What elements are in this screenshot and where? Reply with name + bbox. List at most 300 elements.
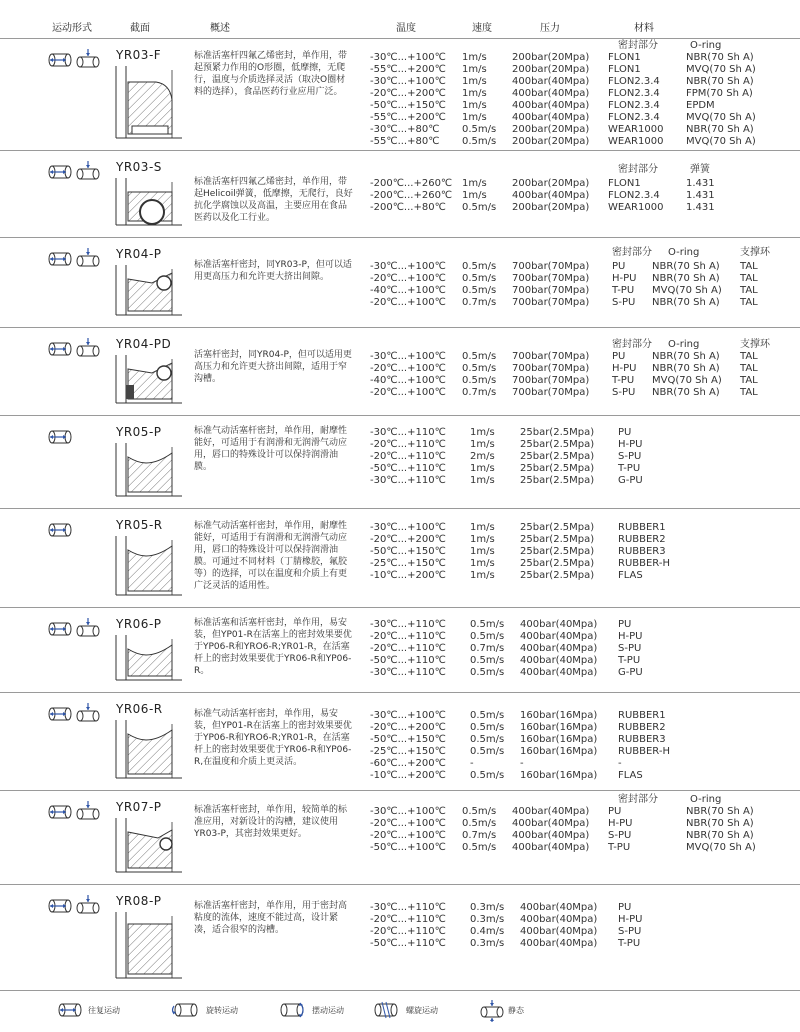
cell: S-PU	[618, 926, 642, 937]
pressure-column	[512, 351, 589, 399]
cell: 0.5m/s	[462, 273, 497, 284]
cell: FLAS	[618, 570, 643, 581]
cell: 0.7m/s	[462, 297, 497, 308]
product-code: YR04-PD	[116, 337, 172, 351]
motion-legend: 往复运动 旋转运动 摆动运动 螺旋运动 静态	[0, 998, 800, 1028]
cell: RUBBER-H	[618, 746, 670, 757]
cell: NBR(70 Sh A)	[652, 351, 720, 362]
cell: -30℃...+100℃	[370, 710, 446, 721]
temperature-column	[370, 427, 446, 487]
cell: -20℃...+100℃	[370, 273, 446, 284]
secondary-material-column	[652, 261, 722, 309]
cell: 0.5m/s	[462, 842, 497, 853]
cell: 0.5m/s	[462, 806, 497, 817]
material-subheader: O-ring	[668, 339, 700, 350]
material-subheader: O-ring	[668, 247, 700, 258]
cell: -20℃...+110℃	[370, 914, 446, 925]
cell: 200bar(20Mpa)	[512, 202, 590, 213]
cell: -30℃...+100℃	[370, 806, 446, 817]
cell: NBR(70 Sh A)	[686, 52, 754, 63]
cell: 700bar(70Mpa)	[512, 375, 590, 386]
cell: 400bar(40Mpa)	[512, 190, 590, 201]
cell: 1.431	[686, 190, 715, 201]
cell: -30℃...+80℃	[370, 124, 440, 135]
cell: S-PU	[618, 643, 642, 654]
header-motion: 运动形式	[52, 23, 92, 34]
cell: 400bar(40Mpa)	[520, 902, 598, 913]
cell: 400bar(40Mpa)	[520, 914, 598, 925]
cell: 160bar(16Mpa)	[520, 734, 598, 745]
cell: 0.5m/s	[462, 351, 497, 362]
temperature-column	[370, 52, 446, 148]
cell: 400bar(40Mpa)	[520, 631, 598, 642]
cell: 0.5m/s	[462, 136, 497, 147]
seal-cross-section-drawing	[112, 635, 184, 686]
cell: 700bar(70Mpa)	[512, 273, 590, 284]
cell: 400bar(40Mpa)	[520, 655, 598, 666]
cell: 0.5m/s	[462, 363, 497, 374]
motion-type-icons	[44, 160, 100, 180]
cross-section	[112, 635, 184, 686]
product-code: YR06-P	[116, 617, 162, 631]
seal-cross-section-drawing	[112, 443, 184, 502]
product-code: YR06-R	[116, 702, 163, 716]
table-row	[0, 38, 800, 150]
cell: 400bar(40Mpa)	[520, 619, 598, 630]
seal-cross-section-drawing	[112, 178, 184, 231]
seal-material-column	[612, 351, 636, 399]
cell: H-PU	[618, 631, 643, 642]
table-row	[0, 508, 800, 607]
cell: 0.5m/s	[462, 818, 497, 829]
temperature-column	[370, 806, 446, 854]
seal-cross-section-drawing	[112, 355, 184, 409]
cell: MVQ(70 Sh A)	[686, 842, 756, 853]
cell: -30℃...+110℃	[370, 619, 446, 630]
cell: TAL	[740, 285, 758, 296]
motion-type-icons	[44, 702, 100, 722]
cell: 2m/s	[470, 451, 495, 462]
cell: TAL	[740, 351, 758, 362]
cell: -200℃...+260℃	[370, 178, 453, 189]
cell: RUBBER2	[618, 534, 666, 545]
cell: -	[520, 758, 524, 769]
secondary-material-column	[686, 178, 715, 214]
seal-material-column	[618, 522, 670, 582]
cell: -	[618, 758, 622, 769]
cell: 160bar(16Mpa)	[520, 722, 598, 733]
cell: 700bar(70Mpa)	[512, 261, 590, 272]
cell: 400bar(40Mpa)	[520, 667, 598, 678]
table-row	[0, 327, 800, 415]
cell: 400bar(40Mpa)	[520, 938, 598, 949]
table-row	[0, 415, 800, 508]
cell: G-PU	[618, 667, 643, 678]
cell: 0.3m/s	[470, 938, 505, 949]
cell: 700bar(70Mpa)	[512, 387, 590, 398]
cell: S-PU	[612, 387, 636, 398]
product-code: YR03-S	[116, 160, 162, 174]
cell: TAL	[740, 273, 758, 284]
cell: H-PU	[612, 273, 637, 284]
cell: -50℃...+110℃	[370, 463, 446, 474]
cell: 0.5m/s	[470, 655, 505, 666]
cell: -25℃...+150℃	[370, 746, 446, 757]
cell: 400bar(40Mpa)	[512, 112, 590, 123]
cell: -30℃...+100℃	[370, 76, 446, 87]
cell: 400bar(40Mpa)	[512, 830, 590, 841]
cell: -50℃...+150℃	[370, 734, 446, 745]
cell: 25bar(2.5Mpa)	[520, 463, 595, 474]
cell: FLON1	[608, 178, 641, 189]
pressure-column	[512, 261, 589, 309]
cell: PU	[618, 427, 632, 438]
material-subheader: 支撑环	[740, 339, 770, 350]
seal-material-column	[608, 178, 663, 214]
cross-section	[112, 66, 184, 144]
motion-type-icons	[44, 518, 100, 538]
cell: FLON1	[608, 64, 641, 75]
cell: 0.5m/s	[462, 124, 497, 135]
cell: 25bar(2.5Mpa)	[520, 534, 595, 545]
cell: FLON2.3.4	[608, 88, 660, 99]
cell: FLAS	[618, 770, 643, 781]
cell: -50℃...+110℃	[370, 938, 446, 949]
cell: G-PU	[618, 475, 643, 486]
support-ring-column	[740, 351, 758, 399]
cell: S-PU	[612, 297, 636, 308]
cell: -50℃...+150℃	[370, 100, 446, 111]
cell: 200bar(20Mpa)	[512, 124, 590, 135]
cell: -	[470, 758, 474, 769]
material-subheader: 密封部分	[612, 247, 652, 258]
cell: 1m/s	[462, 100, 487, 111]
product-description: 标准活塞杆密封，单作用，较简单的标准应用，对新设计的沟槽，建议使用YR03-P，其密封效果更好。	[194, 805, 348, 839]
cell: -40℃...+100℃	[370, 375, 446, 386]
cell: 0.5m/s	[470, 734, 505, 745]
pressure-column	[512, 52, 589, 148]
cell: TAL	[740, 387, 758, 398]
cell: 1m/s	[470, 475, 495, 486]
cell: 700bar(70Mpa)	[512, 285, 590, 296]
cell: PU	[618, 902, 632, 913]
cell: -20℃...+110℃	[370, 926, 446, 937]
cell: T-PU	[618, 938, 641, 949]
cell: FLON1	[608, 52, 641, 63]
temperature-column	[370, 522, 446, 582]
seal-cross-section-drawing	[112, 720, 184, 784]
product-description: 标准气动活塞杆密封，单作用，耐摩性能好，可适用于有润滑和无润滑气动应用，唇口的特殊设计可以保持润滑油膜。可通过不同材料（丁腈橡胶，氟胶等）的选择，可以在温度和介质上有更广泛灵活的适用性。	[194, 521, 348, 591]
cell: 1m/s	[470, 558, 495, 569]
cell: 200bar(20Mpa)	[512, 136, 590, 147]
product-description: 标准气动活塞杆密封，单作用，耐摩性能好，可适用于有润滑和无润滑气动应用，唇口的特殊设计可以保持润滑油膜。	[194, 426, 348, 472]
cell: NBR(70 Sh A)	[686, 830, 754, 841]
cross-section	[112, 912, 184, 984]
product-description: 活塞杆密封，同YR04-P，但可以适用更高压力和允许更大挤出间隙，适用于窄沟槽。	[194, 350, 352, 384]
motion-type-icons	[44, 337, 100, 357]
cell: 0.3m/s	[470, 902, 505, 913]
cell: 0.7m/s	[462, 830, 497, 841]
seal-cross-section-drawing	[112, 536, 184, 601]
cell: 0.5m/s	[470, 770, 505, 781]
material-subheader: 密封部分	[612, 339, 652, 350]
cell: TAL	[740, 261, 758, 272]
cell: 700bar(70Mpa)	[512, 351, 590, 362]
cell: -50℃...+150℃	[370, 546, 446, 557]
product-code: YR05-P	[116, 425, 162, 439]
cell: 0.5m/s	[470, 746, 505, 757]
cross-section	[112, 443, 184, 502]
cell: RUBBER-H	[618, 558, 670, 569]
material-subheader: O-ring	[690, 794, 722, 805]
temperature-column	[370, 178, 452, 214]
pressure-column	[520, 522, 594, 582]
cell: 0.5m/s	[470, 619, 505, 630]
cell: NBR(70 Sh A)	[652, 273, 720, 284]
table-row	[0, 692, 800, 790]
speed-column	[470, 710, 504, 782]
secondary-material-column	[652, 351, 722, 399]
cell: -30℃...+100℃	[370, 261, 446, 272]
cell: 0.7m/s	[470, 643, 505, 654]
cell: -20℃...+200℃	[370, 88, 446, 99]
cell: -20℃...+100℃	[370, 830, 446, 841]
cell: NBR(70 Sh A)	[686, 806, 754, 817]
motion-type-icons	[44, 48, 100, 68]
seal-cross-section-drawing	[112, 818, 184, 878]
cell: S-PU	[608, 830, 632, 841]
cell: H-PU	[608, 818, 633, 829]
table-row	[0, 607, 800, 692]
cell: T-PU	[618, 655, 641, 666]
cell: NBR(70 Sh A)	[686, 124, 754, 135]
cell: WEAR1000	[608, 136, 664, 147]
cell: NBR(70 Sh A)	[652, 261, 720, 272]
motion-type-icons	[44, 247, 100, 267]
cell: 1m/s	[470, 570, 495, 581]
product-code: YR04-P	[116, 247, 162, 261]
speed-column	[470, 619, 504, 679]
cell: -55℃...+200℃	[370, 64, 446, 75]
cell: PU	[612, 351, 626, 362]
cell: 1m/s	[462, 190, 487, 201]
seal-material-column	[618, 619, 643, 679]
cell: -25℃...+150℃	[370, 558, 446, 569]
cell: -30℃...+100℃	[370, 522, 446, 533]
cell: -10℃...+200℃	[370, 770, 446, 781]
cell: T-PU	[618, 463, 641, 474]
cell: -40℃...+100℃	[370, 285, 446, 296]
cell: -50℃...+110℃	[370, 655, 446, 666]
cell: 1m/s	[470, 522, 495, 533]
cell: -10℃...+200℃	[370, 570, 446, 581]
header-speed: 速度	[472, 23, 492, 34]
cell: 1m/s	[470, 546, 495, 557]
cross-section	[112, 720, 184, 784]
secondary-material-column	[686, 806, 756, 854]
cell: H-PU	[618, 439, 643, 450]
cell: 160bar(16Mpa)	[520, 746, 598, 757]
cell: 0.5m/s	[462, 202, 497, 213]
speed-column	[462, 52, 496, 148]
cell: MVQ(70 Sh A)	[652, 375, 722, 386]
cell: 400bar(40Mpa)	[520, 643, 598, 654]
cell: FPM(70 Sh A)	[686, 88, 753, 99]
cell: WEAR1000	[608, 124, 664, 135]
cell: H-PU	[618, 914, 643, 925]
header-desc: 概述	[210, 23, 230, 34]
cell: -30℃...+100℃	[370, 351, 446, 362]
cell: MVQ(70 Sh A)	[686, 112, 756, 123]
material-subheader: 密封部分	[618, 164, 658, 175]
product-description: 标准活塞和活塞杆密封，单作用，易安装，但YP01-R在活塞上的密封效果要优于YP06-R和YRO6-R;YR01-R，在活塞杆上的密封效果要优于YR06-R和YP06-R。	[194, 618, 352, 676]
cell: TAL	[740, 363, 758, 374]
cell: FLON2.3.4	[608, 100, 660, 111]
cell: MVQ(70 Sh A)	[686, 136, 756, 147]
cell: 1m/s	[470, 427, 495, 438]
cell: 25bar(2.5Mpa)	[520, 546, 595, 557]
cell: -30℃...+110℃	[370, 475, 446, 486]
pressure-column	[520, 902, 597, 950]
cell: -20℃...+100℃	[370, 297, 446, 308]
cell: RUBBER2	[618, 722, 666, 733]
cross-section	[112, 178, 184, 231]
cell: -20℃...+110℃	[370, 631, 446, 642]
cell: 1.431	[686, 202, 715, 213]
temperature-column	[370, 710, 446, 782]
table-row	[0, 884, 800, 990]
cell: PU	[612, 261, 626, 272]
cell: 700bar(70Mpa)	[512, 363, 590, 374]
table-header	[0, 0, 800, 38]
pressure-column	[512, 806, 589, 854]
cell: 200bar(20Mpa)	[512, 178, 590, 189]
cell: NBR(70 Sh A)	[686, 76, 754, 87]
cell: 25bar(2.5Mpa)	[520, 451, 595, 462]
cell: -30℃...+110℃	[370, 427, 446, 438]
header-temp: 温度	[396, 23, 416, 34]
seal-material-column	[618, 427, 643, 487]
cell: 1m/s	[462, 112, 487, 123]
cell: FLON2.3.4	[608, 190, 660, 201]
cell: -20℃...+200℃	[370, 534, 446, 545]
seal-cross-section-drawing	[112, 66, 184, 144]
cell: PU	[608, 806, 622, 817]
material-subheader: 支撑环	[740, 247, 770, 258]
motion-type-icons	[44, 800, 100, 820]
cell: 1.431	[686, 178, 715, 189]
cell: 0.5m/s	[462, 285, 497, 296]
temperature-column	[370, 619, 446, 679]
speed-column	[462, 261, 496, 309]
cell: T-PU	[612, 285, 635, 296]
secondary-material-column	[686, 52, 756, 148]
seal-material-column	[608, 52, 663, 148]
cell: 400bar(40Mpa)	[512, 842, 590, 853]
cell: 1m/s	[462, 76, 487, 87]
speed-column	[462, 806, 496, 854]
product-description: 标准活塞杆密封，单作用，用于密封高粘度的流体，速度不能过高，设计紧凑，适合很窄的沟槽。	[194, 901, 348, 935]
cell: 25bar(2.5Mpa)	[520, 427, 595, 438]
cross-section	[112, 265, 184, 321]
cell: -20℃...+100℃	[370, 363, 446, 374]
cell: 160bar(16Mpa)	[520, 710, 598, 721]
material-subheader: 弹簧	[690, 164, 710, 175]
seal-cross-section-drawing	[112, 265, 184, 321]
pressure-column	[520, 619, 597, 679]
cell: 25bar(2.5Mpa)	[520, 475, 595, 486]
cell: 400bar(40Mpa)	[520, 926, 598, 937]
cell: 25bar(2.5Mpa)	[520, 522, 595, 533]
row-divider	[0, 990, 800, 991]
speed-column	[470, 902, 504, 950]
cell: -20℃...+100℃	[370, 818, 446, 829]
cell: 0.5m/s	[470, 631, 505, 642]
cell: 0.5m/s	[470, 667, 505, 678]
product-description: 标准活塞杆密封，同YR03-P，但可以适用更高压力和允许更大挤出间隙。	[194, 260, 352, 282]
motion-type-icons	[44, 425, 100, 445]
cell: TAL	[740, 297, 758, 308]
support-ring-column	[740, 261, 758, 309]
temperature-column	[370, 902, 446, 950]
cell: 0.5m/s	[462, 261, 497, 272]
cell: 25bar(2.5Mpa)	[520, 570, 595, 581]
material-subheader: O-ring	[690, 40, 722, 51]
speed-column	[470, 427, 495, 487]
cell: FLON2.3.4	[608, 112, 660, 123]
cell: 400bar(40Mpa)	[512, 806, 590, 817]
cell: RUBBER1	[618, 710, 666, 721]
cell: EPDM	[686, 100, 715, 111]
pressure-column	[520, 427, 594, 487]
cell: 25bar(2.5Mpa)	[520, 439, 595, 450]
product-code: YR03-F	[116, 48, 162, 62]
cell: 25bar(2.5Mpa)	[520, 558, 595, 569]
motion-type-icons	[44, 617, 100, 637]
cell: H-PU	[612, 363, 637, 374]
cell: -20℃...+110℃	[370, 451, 446, 462]
cell: 700bar(70Mpa)	[512, 297, 590, 308]
cell: -20℃...+110℃	[370, 439, 446, 450]
cell: -30℃...+100℃	[370, 52, 446, 63]
cell: 1m/s	[470, 463, 495, 474]
header-material: 材料	[634, 23, 654, 34]
cell: 1m/s	[462, 64, 487, 75]
cell: -20℃...+100℃	[370, 387, 446, 398]
cell: 1m/s	[462, 178, 487, 189]
cell: T-PU	[608, 842, 631, 853]
cell: 1m/s	[470, 534, 495, 545]
cross-section	[112, 355, 184, 409]
table-row	[0, 150, 800, 237]
cell: 0.7m/s	[462, 387, 497, 398]
cell: -55℃...+200℃	[370, 112, 446, 123]
material-subheader: 密封部分	[618, 40, 658, 51]
speed-column	[470, 522, 495, 582]
cell: -60℃...+200℃	[370, 758, 446, 769]
cell: 1m/s	[462, 52, 487, 63]
cell: 0.5m/s	[470, 710, 505, 721]
cell: -30℃...+110℃	[370, 667, 446, 678]
cell: TAL	[740, 375, 758, 386]
material-subheader: 密封部分	[618, 794, 658, 805]
pressure-column	[520, 710, 597, 782]
cell: -30℃...+110℃	[370, 902, 446, 913]
seal-material-column	[618, 710, 670, 782]
product-description: 标准气动活塞杆密封，单作用，易安装，但YP01-R在活塞上的密封效果要优于YP06-R和YRO6-R;YR01-R，在活塞杆上的密封效果要优于YR06-R和YP06-R,在温度和介质上更灵活。	[194, 709, 352, 767]
cell: -55℃...+80℃	[370, 136, 440, 147]
cell: S-PU	[618, 451, 642, 462]
